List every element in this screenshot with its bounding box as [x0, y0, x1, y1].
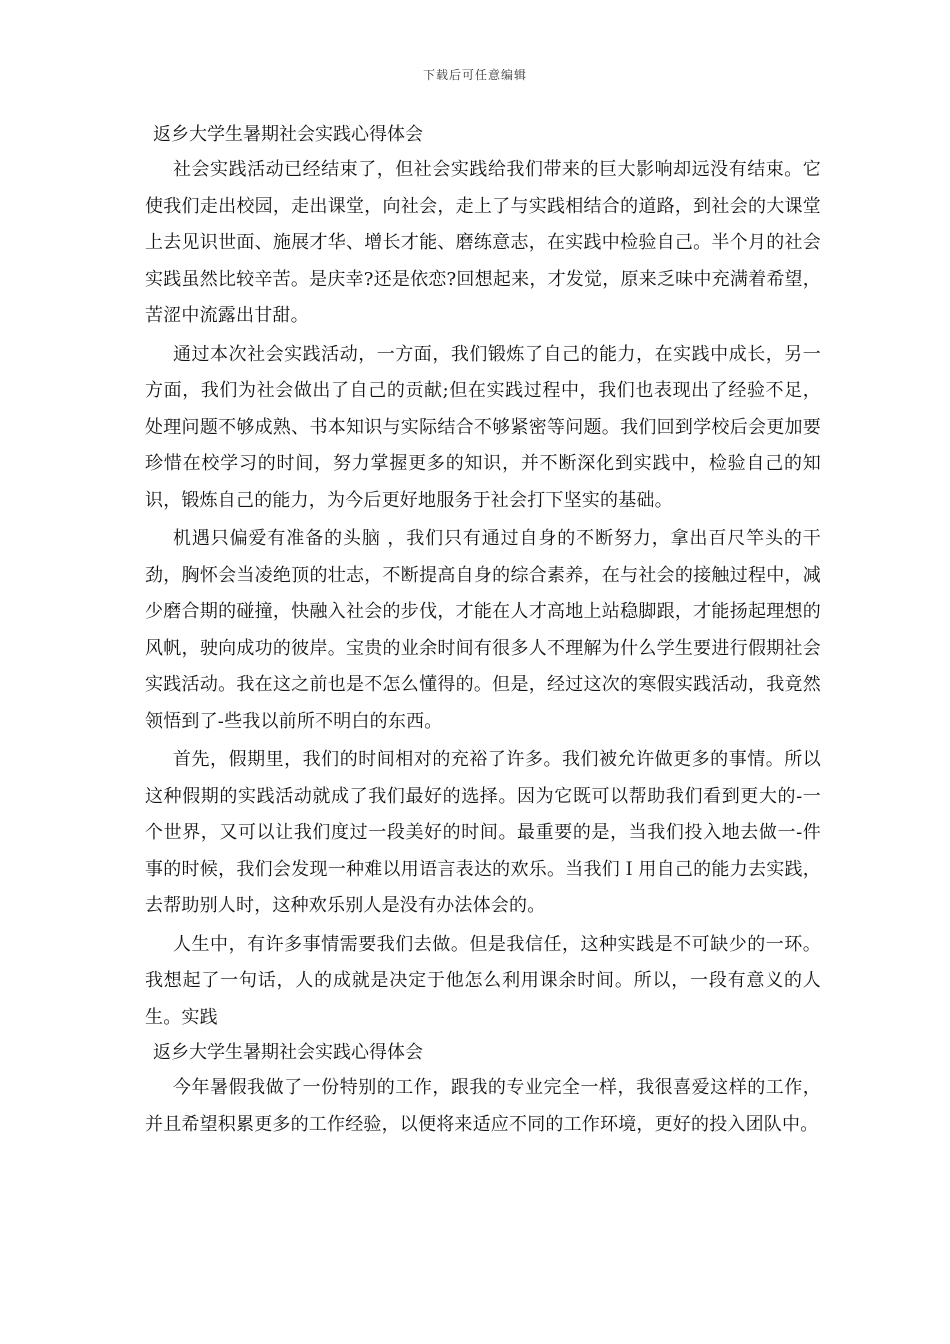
article-title: 返乡大学生暑期社会实践心得体会	[153, 124, 423, 145]
article-paragraph: 首先，假期里，我们的时间相对的充裕了许多。我们被允许做更多的事情。所以这种假期的实践活动就成了我们最好的选择。因为它既可以帮助我们看到更大的-一个世界，又可以让我们度过一段美好的时间。最重要的是，当我们投入地去做一-件事的时候，我们会发现一种难以用语言表达的欢乐。当我们Ｉ用自己的能力去实践，去帮助别人时，这种欢乐别人是没有办法体会的。	[145, 749, 821, 916]
article-paragraph: 通过本次社会实践活动，一方面，我们锻炼了自己的能力，在实践中成长，另一方面，我们为社会做出了自己的贡献;但在实践过程中，我们也表现出了经验不足，处理问题不够成熟、书本知识与实际结合不够紧密等问题。我们回到学校后会更加要珍惜在校学习的时间，努力掌握更多的知识，并不断深化到实践中，检验自己的知识，锻炼自己的能力，为今后更好地服务于社会打下坚实的基础。	[145, 343, 821, 511]
article-paragraph: 机遇只偏爱有准备的头脑 ，我们只有通过自身的不断努力，拿出百尺竿头的干劲，胸怀会当凌绝顶的壮志，不断提高自身的综合素养，在与社会的接触过程中，减少磨合期的碰撞，快融入社会的步伐，才能在人才高地上站稳脚跟，才能扬起理想的风帆，驶向成功的彼岸。宝贵的业余时间有很多人不理解为什么学生要进行假期社会实践活动。我在这之前也是不怎么懂得的。但是，经过这次的寒假实践活动，我竟然领悟到了-些我以前所不明白的东西。	[145, 528, 821, 732]
article-paragraph: 人生中，有许多事情需要我们去做。但是我信任，这种实践是不可缺少的一环。我想起了一句话，人的成就是决定于他怎么利用课余时间。所以，一段有意义的人生。实践	[145, 933, 821, 1028]
article-paragraph: 社会实践活动已经结束了，但社会实践给我们带来的巨大影响却远没有结束。它使我们走出校园，走出课堂，向社会，走上了与实践相结合的道路，到社会的大课堂上去见识世面、施展才华、增长才能、磨练意志，在实践中检验自己。半个月的社会实践虽然比较辛苦。是庆幸?还是依恋?回想起来，才发觉，原来乏味中充满着希望，苦涩中流露出甘甜。	[145, 159, 821, 326]
document-body	[145, 118, 821, 1143]
article-title: 返乡大学生暑期社会实践心得体会	[153, 1042, 423, 1063]
page-header-note: 下载后可任意编辑	[422, 68, 527, 82]
article-paragraph: 今年暑假我做了一份特别的工作，跟我的专业完全一样，我很喜爱这样的工作，并且希望积累更多的工作经验，以便将来适应不同的工作环境，更好的投入团队中。	[145, 1077, 821, 1135]
